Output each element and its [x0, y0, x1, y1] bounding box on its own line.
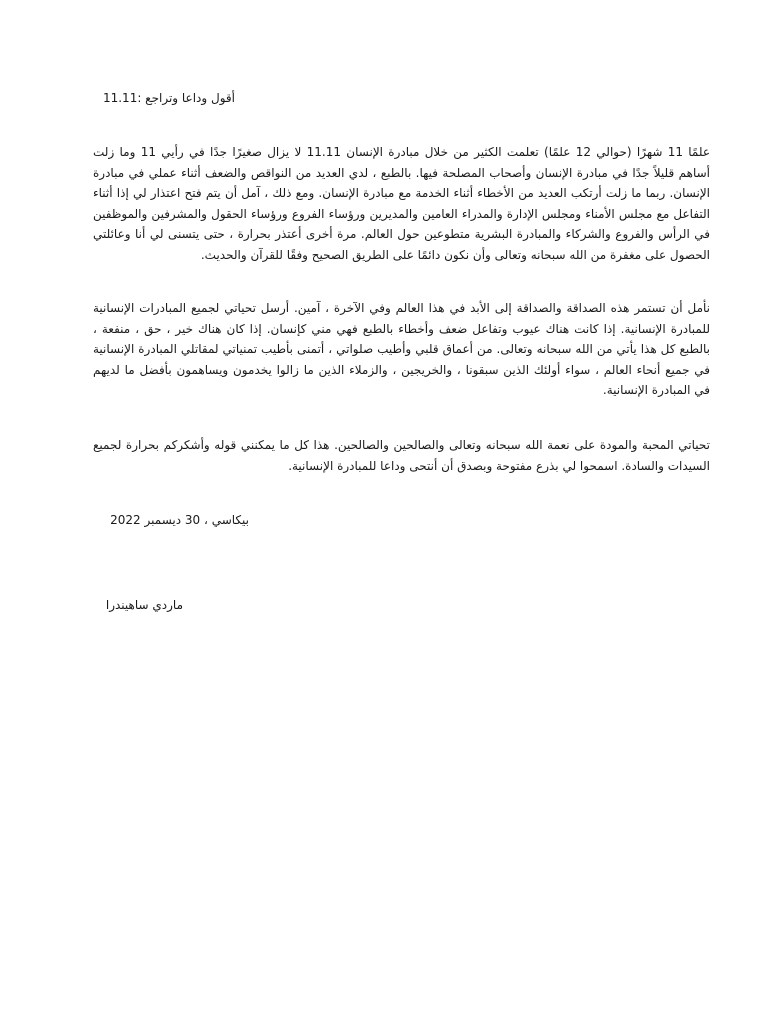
paragraph-farewell: تحياتي المحبة والمودة على نعمة الله سبحانه وتعالى والصالحين والصالحين. هذا كل ما يمكنني قوله وأشكركم بحرارة لجميع السيدات والسادة. اسمحوا لي بذرع مفتوحة وبصدق أن أنتحى وداعا للمبادرة الإنسانية.: [93, 438, 710, 473]
letter-title: أقول وداعا وتراجع :11.11: [102, 91, 235, 105]
paragraph-apology: علمًا 11 شهرًا (حوالي 12 علمًا) تعلمت الكثير من خلال مبادرة الإنسان 11.11 لا يزال صغيرًا جدًا في رأيي 11 وما زلت أساهم قليلاً جدًا في مبادرة الإنسان وأصحاب المصلحة فيها. بالطبع ، لدي العديد من النواقص والضعف أثناء عملي في مبادرة الإنسان. ربما ما زلت أرتكب العديد من الأخطاء أثناء الخدمة مع مبادرة الإنسان. ومع ذلك ، آمل أن يتم فتح اعتذار لي إذا أثناء التفاعل مع مجلس الأمناء ومجلس الإدارة والمدراء العامين والمديرين ورؤساء الفروع ورؤساء الحقول والمشرفين والموظفين في الرأس والفروع والشركاء والمبادرة البشرية متطوعين حول العالم. مرة أخرى أعتذر بحرارة ، حتى يتسنى لي أنا وعائلتي الحصول على مغفرة من الله سبحانه وتعالى وأن نكون دائمًا على الطريق الصحيح وفقًا للقرآن والحديث.: [93, 145, 710, 262]
signature-name: ماردي ساهيندرا: [105, 598, 183, 612]
paragraph-friendship: نأمل أن تستمر هذه الصداقة والصداقة إلى الأبد في هذا العالم وفي الآخرة ، آمين. أرسل تحياتي لجميع المبادرات الإنسانية للمبادرة الإنسانية. إذا كانت هناك عيوب وتفاعل ضعف وأخطاء بالطبع فهي مني كإنسان. إذا كان هناك خير ، حق ، منفعة ، بالطبع كل هذا يأتي من الله سبحانه وتعالى. من أعماق قلبي وأطيب صلواتي ، أتمنى بأطيب تمنياتي لمقاتلي المبادرة الإنسانية في جميع أنحاء العالم ، سواء أولئك الذين سبقونا ، والخريجين ، والزملاء الذين ما زالوا يخدمون ويساهمون بأفضل ما لديهم في المبادرة الإنسانية.: [93, 301, 710, 397]
place-date-line: بيكاسي ، 30 ديسمبر 2022: [110, 513, 249, 527]
